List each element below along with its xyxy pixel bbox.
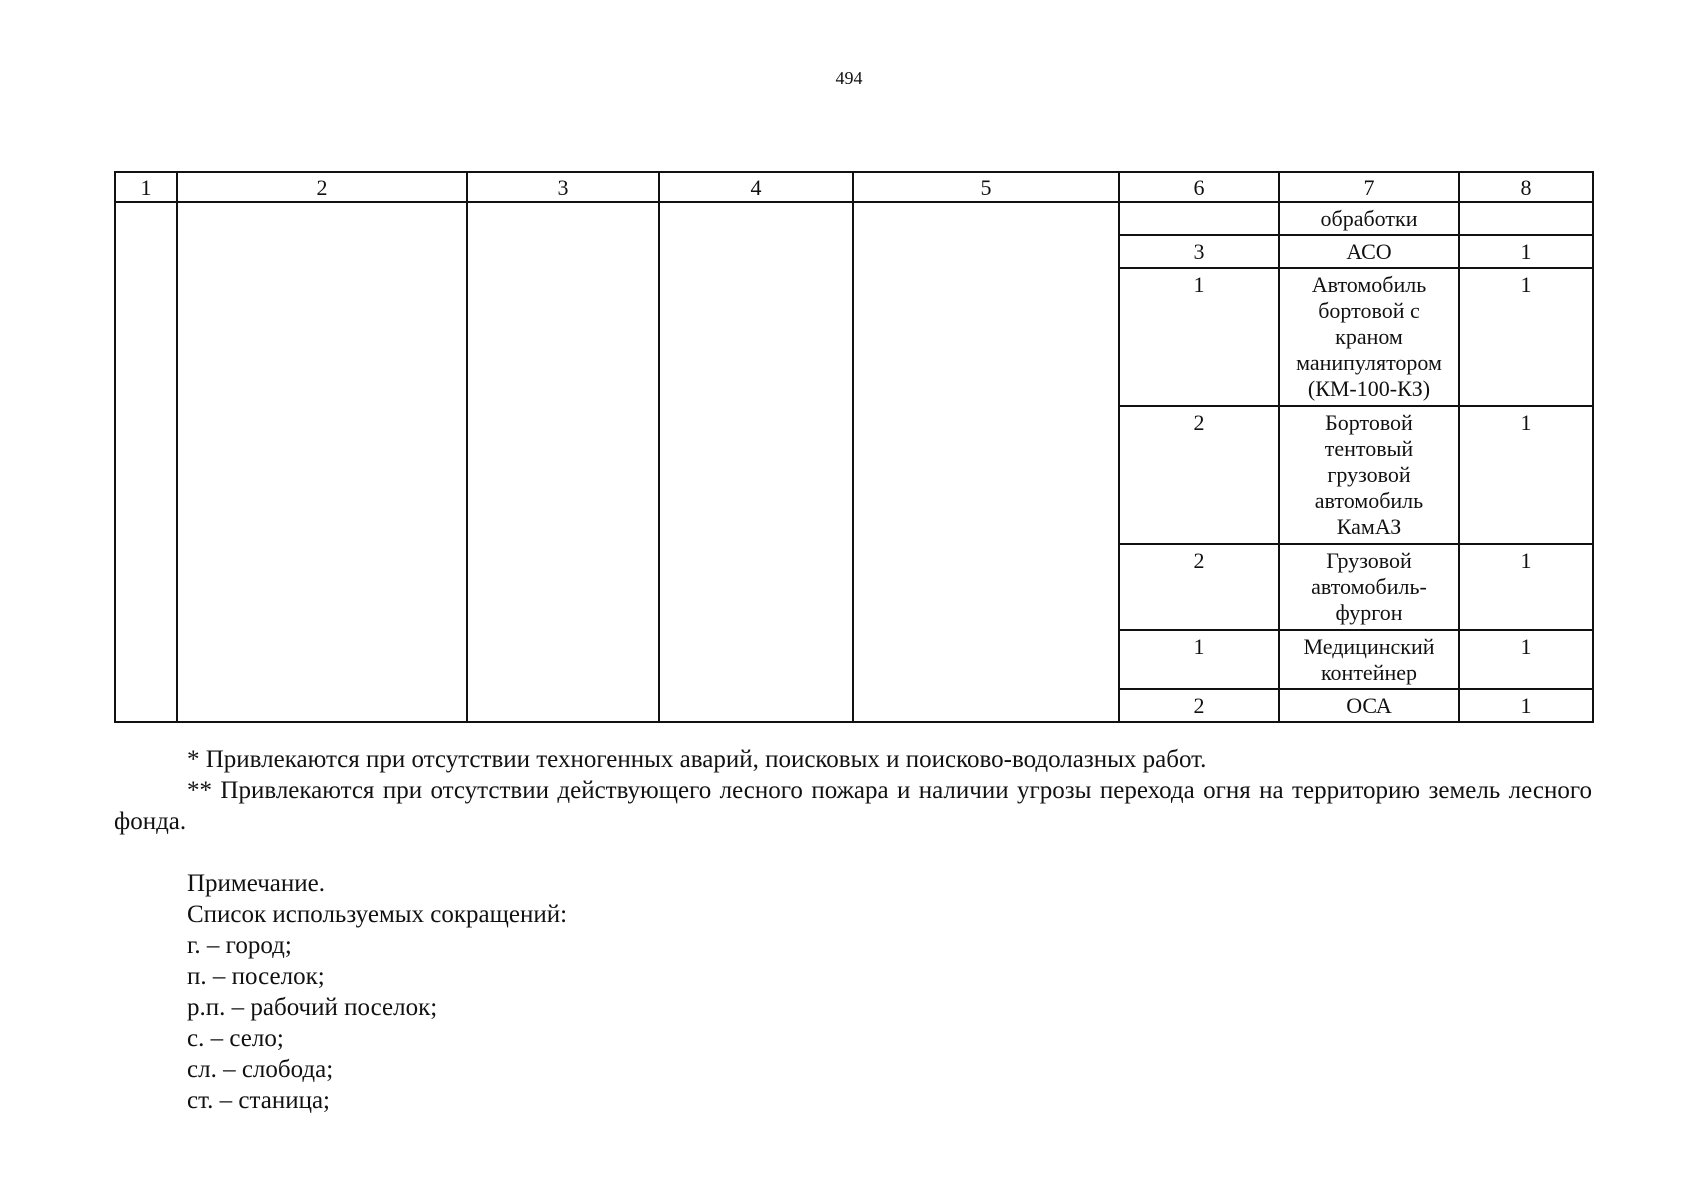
count-cell: 1 bbox=[1459, 630, 1593, 689]
column-header: 4 bbox=[659, 172, 853, 202]
abbreviation-item: г. – город; bbox=[187, 932, 292, 959]
count-cell: 1 bbox=[1459, 235, 1593, 268]
column-header: 3 bbox=[467, 172, 659, 202]
empty-cell-col3 bbox=[467, 202, 659, 722]
abbreviation-item: с. – село; bbox=[187, 1025, 284, 1052]
abbreviation-list-title: Список используемых сокращений: bbox=[187, 901, 568, 928]
empty-cell-col1 bbox=[115, 202, 177, 722]
count-cell: 1 bbox=[1459, 268, 1593, 406]
column-header: 8 bbox=[1459, 172, 1593, 202]
quantity-cell bbox=[1119, 202, 1279, 235]
count-cell: 1 bbox=[1459, 544, 1593, 630]
note-title: Примечание. bbox=[187, 870, 326, 897]
empty-cell-col4 bbox=[659, 202, 853, 722]
item-name-cell: Автомобиль бортовой с краном манипулятором (КМ-100-КЗ) bbox=[1279, 268, 1459, 406]
quantity-cell: 2 bbox=[1119, 544, 1279, 630]
table-header-row bbox=[115, 172, 1593, 202]
footnote-single-asterisk: * Привлекаются при отсутствии техногенных аварий, поисковых и поисково-водолазных работ. bbox=[187, 746, 1207, 773]
notes-section bbox=[114, 744, 1592, 1116]
footnote-double-asterisk: ** Привлекаются при отсутствии действующего лесного пожара и наличии угрозы перехода огня на территорию земель лесного фонда. bbox=[114, 777, 1592, 835]
spacer bbox=[114, 837, 1592, 868]
empty-cell-col5 bbox=[853, 202, 1119, 722]
count-cell bbox=[1459, 202, 1593, 235]
abbreviation-item: п. – поселок; bbox=[187, 963, 325, 990]
count-cell: 1 bbox=[1459, 689, 1593, 722]
abbreviation-note bbox=[114, 868, 1592, 1116]
item-name-cell: ОСА bbox=[1279, 689, 1459, 722]
count-cell: 1 bbox=[1459, 406, 1593, 544]
table-row bbox=[115, 202, 1593, 235]
abbreviation-item: ст. – станица; bbox=[187, 1087, 330, 1114]
column-header: 6 bbox=[1119, 172, 1279, 202]
page-number: 494 bbox=[835, 68, 863, 88]
quantity-cell: 2 bbox=[1119, 689, 1279, 722]
abbreviation-item: р.п. – рабочий поселок; bbox=[187, 994, 438, 1021]
item-name-cell: обработки bbox=[1279, 202, 1459, 235]
column-header: 5 bbox=[853, 172, 1119, 202]
empty-cell-col2 bbox=[177, 202, 467, 722]
quantity-cell: 1 bbox=[1119, 630, 1279, 689]
quantity-cell: 3 bbox=[1119, 235, 1279, 268]
quantity-cell: 2 bbox=[1119, 406, 1279, 544]
item-name-cell: Грузовой автомобиль-фургон bbox=[1279, 544, 1459, 630]
data-table bbox=[114, 171, 1594, 723]
column-header: 1 bbox=[115, 172, 177, 202]
column-header: 2 bbox=[177, 172, 467, 202]
column-header: 7 bbox=[1279, 172, 1459, 202]
item-name-cell: Бортовой тентовый грузовой автомобиль КамАЗ bbox=[1279, 406, 1459, 544]
abbreviation-item: сл. – слобода; bbox=[187, 1056, 334, 1083]
item-name-cell: АСО bbox=[1279, 235, 1459, 268]
quantity-cell: 1 bbox=[1119, 268, 1279, 406]
item-name-cell: Медицинский контейнер bbox=[1279, 630, 1459, 689]
